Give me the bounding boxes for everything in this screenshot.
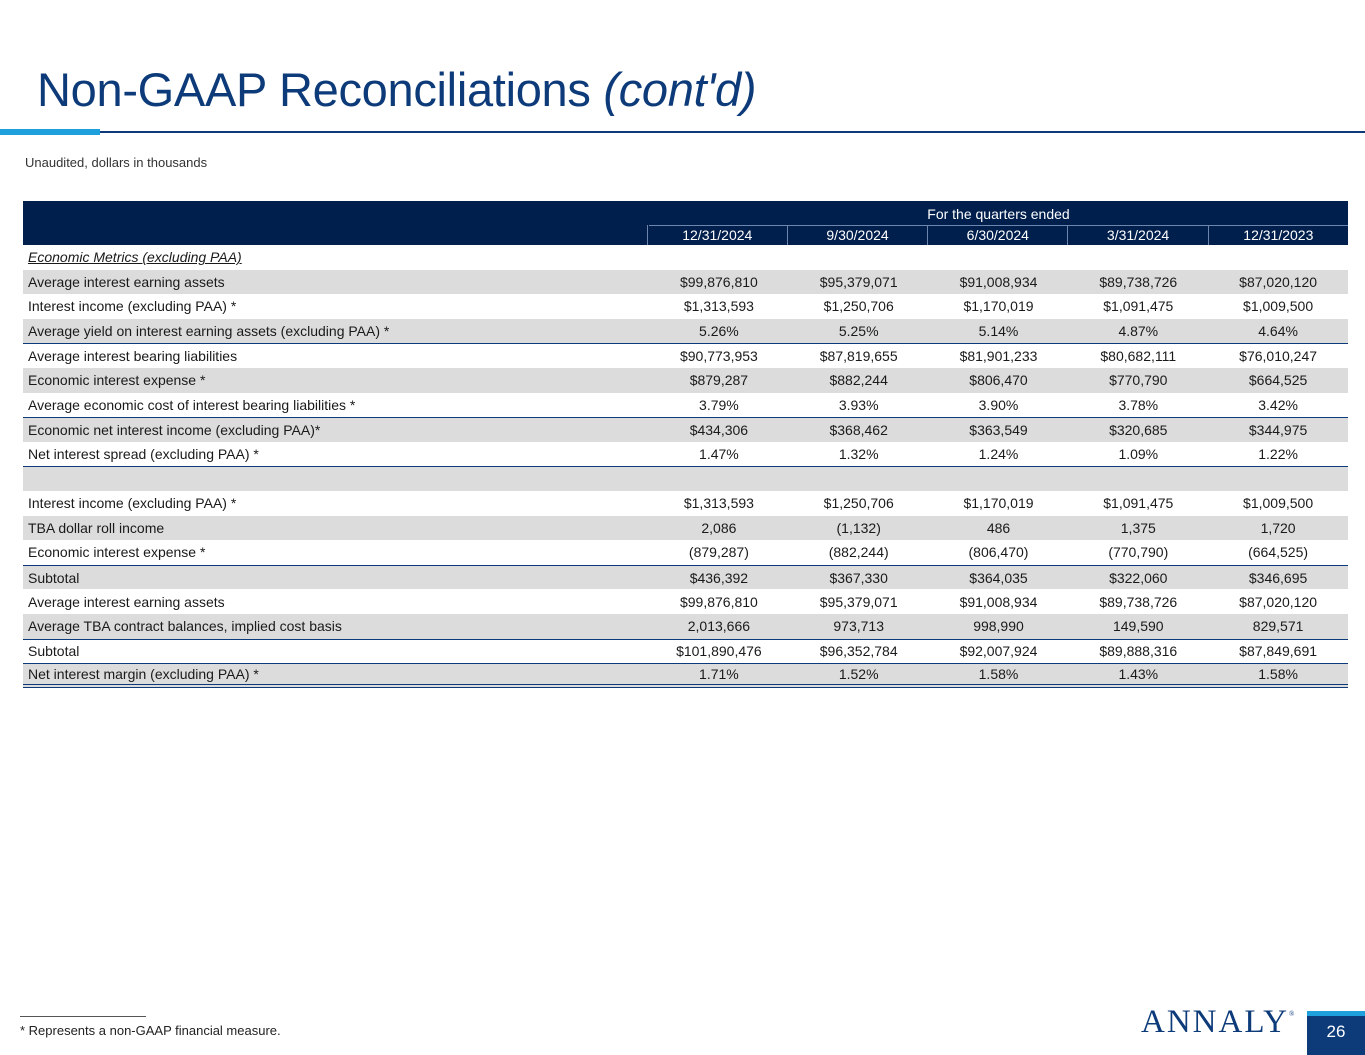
table-cell: 973,713 (833, 618, 884, 635)
table-cell: $81,901,233 (959, 348, 1038, 365)
quarters-ended-header: For the quarters ended (649, 201, 1348, 226)
table-cell: 1,720 (1260, 519, 1296, 536)
table-cell: 4.64% (1258, 323, 1298, 340)
table-cell: $91,008,934 (959, 593, 1038, 610)
page-number: 26 (1326, 1022, 1346, 1041)
section-header-row (23, 245, 1348, 270)
table-row (23, 491, 1348, 516)
table-row (23, 589, 1348, 614)
table-cell: $99,876,810 (679, 593, 758, 610)
table-cell: $434,306 (689, 421, 749, 438)
row-label: Interest income (excluding PAA) * (28, 298, 237, 315)
row-label: Average interest bearing liabilities (28, 348, 238, 365)
table-cell: $436,392 (689, 569, 749, 586)
table-cell: 2,013,666 (687, 618, 751, 635)
reconciliation-table (23, 201, 1348, 688)
table-cell: $87,819,655 (819, 348, 898, 365)
table-cell: $87,849,691 (1239, 643, 1318, 660)
table-cell: 1.24% (978, 446, 1019, 463)
table-cell: $89,888,316 (1099, 643, 1178, 660)
table-cell: 5.14% (978, 323, 1019, 340)
row-label: Net interest spread (excluding PAA) * (28, 446, 259, 463)
table-cell: $1,250,706 (823, 495, 894, 512)
table-cell: $322,060 (1109, 569, 1168, 586)
annaly-logo (1141, 1004, 1294, 1041)
footnote-divider (20, 1016, 146, 1017)
row-label: Average economic cost of interest bearing liabilities * (28, 396, 356, 413)
table-cell: $882,244 (829, 372, 888, 389)
table-cell: $344,975 (1248, 421, 1308, 438)
table-cell: 1.32% (838, 446, 879, 463)
table-row (23, 639, 1348, 664)
table-cell: 3.90% (978, 396, 1019, 413)
column-header-q4-2024: 12/31/2024 (647, 225, 787, 245)
table-cell: $91,008,934 (959, 273, 1038, 290)
table-cell: 5.26% (699, 323, 739, 340)
table-cell: 4.87% (1118, 323, 1159, 340)
table-cell: $363,549 (969, 421, 1028, 438)
row-label: Economic net interest income (excluding PAA)* (28, 421, 321, 438)
table-cell: 829,571 (1252, 618, 1304, 635)
row-label: Subtotal (28, 643, 80, 660)
table-cell: 1.22% (1258, 446, 1298, 463)
table-body (23, 245, 1348, 688)
table-cell: $101,890,476 (676, 643, 762, 660)
table-row (23, 466, 1348, 491)
table-cell: $92,007,924 (959, 643, 1038, 660)
table-row (23, 540, 1348, 565)
table-cell: $346,695 (1248, 569, 1308, 586)
table-cell: $95,379,071 (819, 273, 898, 290)
table-cell: 3.42% (1258, 396, 1298, 413)
table-row (23, 417, 1348, 442)
table-cell: (770,790) (1108, 544, 1169, 561)
table-cell: 3.78% (1118, 396, 1159, 413)
table-cell: $367,330 (829, 569, 888, 586)
row-label: Average interest earning assets (28, 273, 225, 290)
column-header-q3-2024: 9/30/2024 (787, 225, 927, 245)
label-column-header (23, 225, 647, 245)
table-cell: 5.25% (838, 323, 879, 340)
table-cell: $664,525 (1248, 372, 1308, 389)
column-header-q4-2023: 12/31/2023 (1208, 225, 1348, 245)
table-cell: $87,020,120 (1239, 273, 1318, 290)
table-cell: 486 (986, 519, 1011, 536)
table-cell: $1,091,475 (1103, 495, 1174, 512)
row-label: Average interest earning assets (28, 593, 225, 610)
column-header-q2-2024: 6/30/2024 (927, 225, 1067, 245)
table-cell: (882,244) (828, 544, 889, 561)
page-title (37, 62, 756, 117)
table-cell: $80,682,111 (1100, 348, 1177, 365)
footnote: * Represents a non-GAAP financial measure. (20, 1023, 281, 1038)
table-row (23, 393, 1348, 418)
page-title-main: Non-GAAP Reconciliations (37, 63, 591, 116)
table-cell: $90,773,953 (679, 348, 758, 365)
column-header-q1-2024: 3/31/2024 (1067, 225, 1207, 245)
table-cell: $96,352,784 (819, 643, 898, 660)
table-cell: $1,250,706 (823, 298, 894, 315)
table-cell: 1,375 (1120, 519, 1156, 536)
table-cell: 3.79% (699, 396, 739, 413)
table-cell: $95,379,071 (819, 593, 898, 610)
table-cell: 3.93% (838, 396, 879, 413)
table-group-header-row (23, 201, 1348, 225)
row-label: Economic interest expense * (28, 544, 206, 561)
table-cell: $1,313,593 (683, 298, 754, 315)
table-cell: $320,685 (1109, 421, 1168, 438)
table-cell: (806,470) (968, 544, 1029, 561)
table-row (23, 294, 1348, 319)
table-row (23, 343, 1348, 368)
table-cell: $1,009,500 (1243, 298, 1314, 315)
table-cell: $770,790 (1109, 372, 1168, 389)
row-label: Net interest margin (excluding PAA) * (28, 665, 259, 682)
table-cell: $99,876,810 (679, 273, 758, 290)
table-cell: $1,313,593 (683, 495, 754, 512)
table-row (23, 319, 1348, 344)
table-row (23, 368, 1348, 393)
title-divider (100, 131, 1365, 133)
logo-text: ANNALY (1141, 1004, 1290, 1040)
table-cell: (664,525) (1248, 544, 1309, 561)
page-number-box (1307, 1011, 1365, 1055)
row-label: Subtotal (28, 569, 80, 586)
table-cell: 1.58% (1258, 665, 1298, 682)
row-label: Interest income (excluding PAA) * (28, 495, 237, 512)
table-cell: $1,170,019 (963, 298, 1034, 315)
table-row (23, 442, 1348, 467)
table-cell: $879,287 (689, 372, 749, 389)
row-label: Average TBA contract balances, implied cost basis (28, 618, 342, 635)
table-cell: $89,738,726 (1099, 593, 1178, 610)
table-cell: 1.47% (699, 446, 739, 463)
table-cell: $76,010,247 (1239, 348, 1318, 365)
table-cell: 149,590 (1112, 618, 1164, 635)
table-cell: $1,170,019 (963, 495, 1034, 512)
table-cell: $364,035 (969, 569, 1028, 586)
table-row (23, 270, 1348, 295)
table-cell: 1.09% (1118, 446, 1159, 463)
table-cell: (879,287) (688, 544, 749, 561)
table-row (23, 614, 1348, 639)
table-row (23, 565, 1348, 590)
table-column-header-row (23, 225, 1348, 245)
table-cell: 1.43% (1118, 665, 1159, 682)
table-cell: $89,738,726 (1099, 273, 1178, 290)
table-cell: 2,086 (701, 519, 737, 536)
row-label: Economic interest expense * (28, 372, 206, 389)
row-label: TBA dollar roll income (28, 519, 165, 536)
title-accent-bar (0, 129, 100, 135)
table-cell: (1,132) (836, 519, 881, 536)
table-cell: 1.71% (699, 665, 739, 682)
table-cell: 1.58% (978, 665, 1019, 682)
table-cell: $806,470 (969, 372, 1028, 389)
table-cell: $368,462 (829, 421, 888, 438)
table-cell: $1,091,475 (1103, 298, 1174, 315)
page-title-italic: (cont'd) (603, 63, 757, 116)
table-row (23, 516, 1348, 541)
page-number-accent (1307, 1011, 1365, 1016)
table-cell: 1.52% (838, 665, 879, 682)
units-note: Unaudited, dollars in thousands (25, 155, 208, 170)
logo-registered-mark: ® (1289, 1010, 1295, 1018)
row-label: Economic Metrics (excluding PAA) (28, 249, 242, 266)
table-cell: $1,009,500 (1243, 495, 1314, 512)
table-row (23, 663, 1348, 688)
table-cell: 998,990 (973, 618, 1024, 635)
row-label: Average yield on interest earning assets (excluding PAA) * (28, 323, 390, 340)
table-cell: $87,020,120 (1239, 593, 1318, 610)
